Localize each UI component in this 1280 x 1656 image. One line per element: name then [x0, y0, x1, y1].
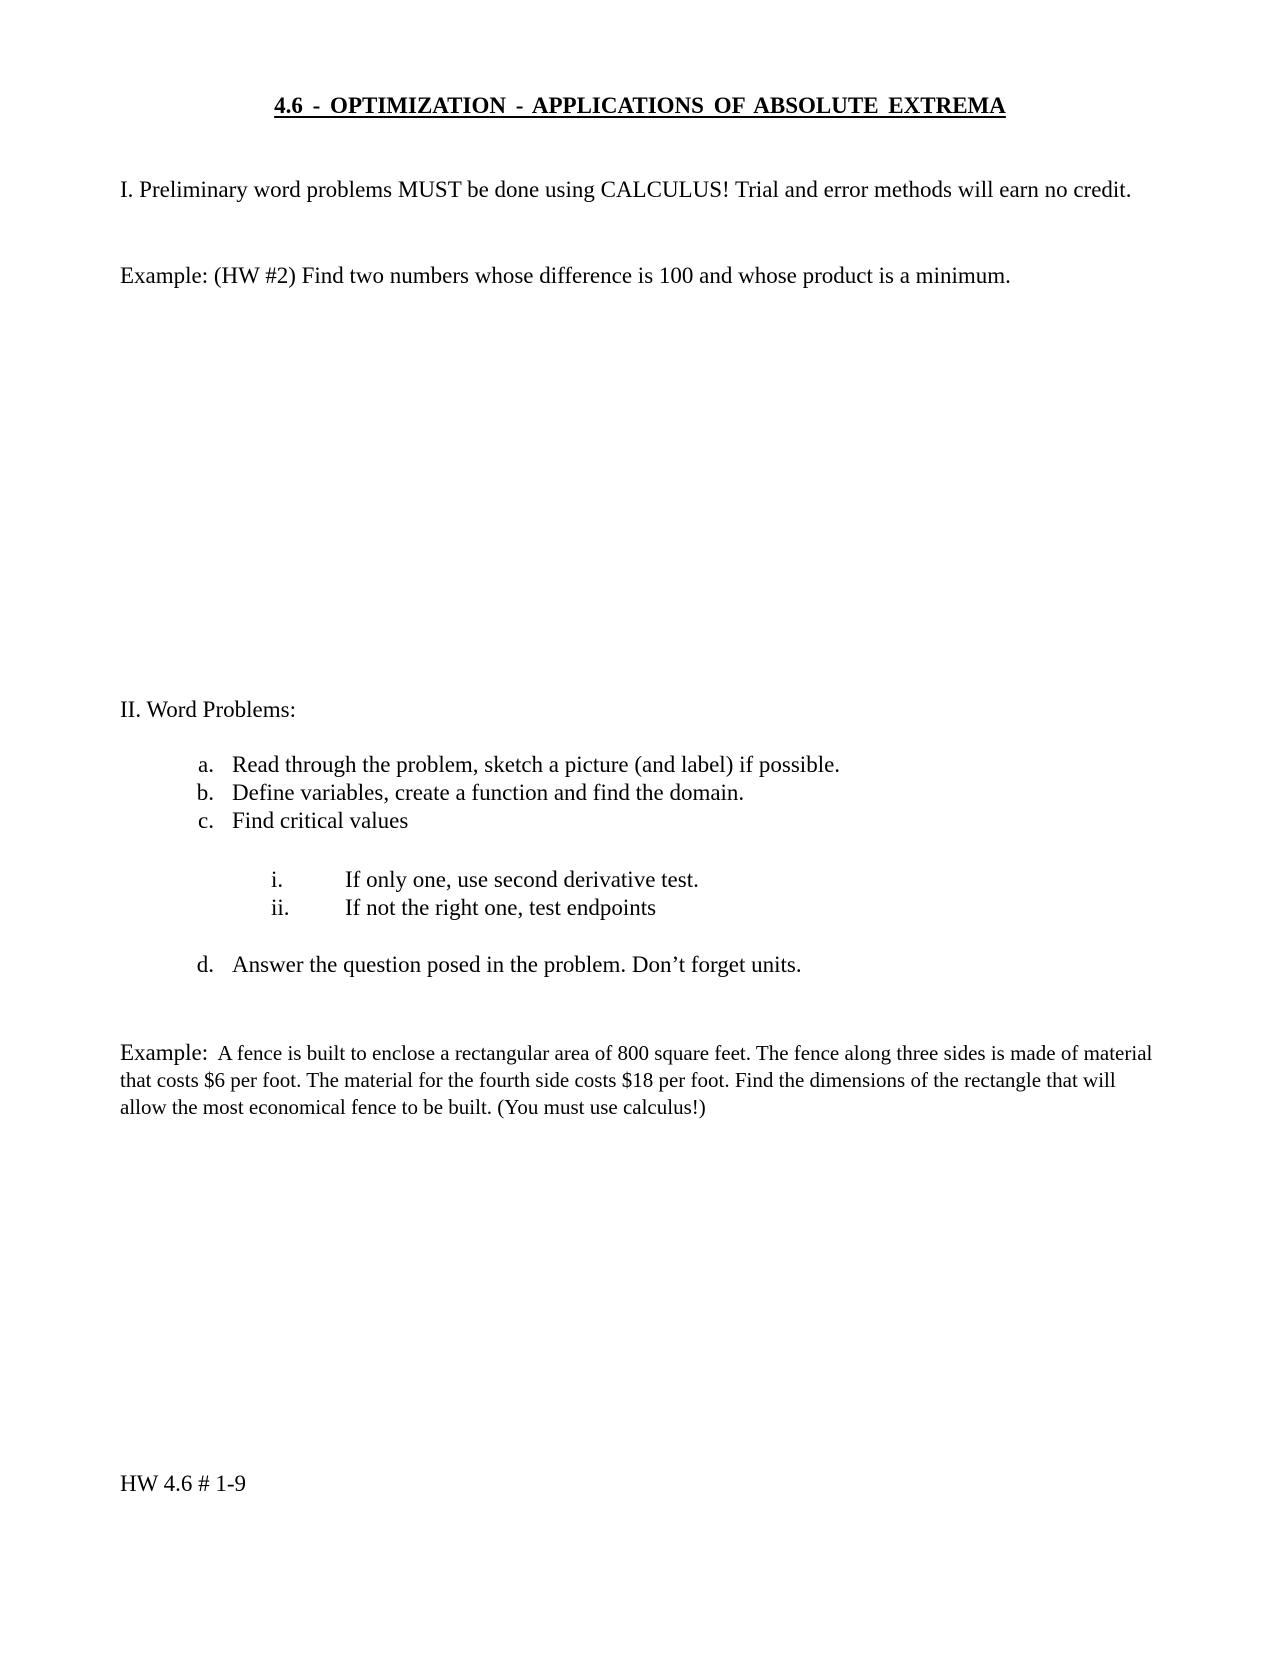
step-a-text: Read through the problem, sketch a picture (and label) if possible.: [232, 752, 841, 777]
step-d-marker: d.: [196, 952, 214, 977]
example-2-label: Example:: [120, 1040, 209, 1065]
example-2-text: A fence is built to enclose a rectangular area of 800 square feet. The fence along three sides is made of material that costs $6 per foot. The material for the fourth side costs $18 per foot. Find the dimensions of the rectangle that will allow the most economical fence to be built. (You must use calculus!): [120, 1041, 1153, 1119]
page-title: 4.6 - OPTIMIZATION - APPLICATIONS OF ABSOLUTE EXTREMA: [274, 93, 1006, 118]
example-1: Example: (HW #2) Find two numbers whose difference is 100 and whose product is a minimum.: [120, 263, 1011, 288]
homework-assignment: HW 4.6 # 1-9: [120, 1471, 247, 1496]
substep-i-text: If only one, use second derivative test.: [345, 867, 699, 892]
step-d-text: Answer the question posed in the problem. Don’t forget units.: [232, 952, 802, 977]
substep-ii-text: If not the right one, test endpoints: [345, 895, 657, 920]
step-c-text: Find critical values: [232, 808, 409, 833]
section-1-heading: I. Preliminary word problems MUST be done using CALCULUS! Trial and error methods will earn no credit.: [120, 177, 1132, 202]
example-2: [120, 1039, 1160, 1121]
step-b-marker: b.: [196, 780, 214, 805]
step-a-marker: a.: [198, 752, 214, 777]
substep-ii-marker: ii.: [271, 895, 290, 920]
step-b-text: Define variables, create a function and find the domain.: [232, 780, 745, 805]
section-2-heading: II. Word Problems:: [120, 697, 296, 722]
substep-i-marker: i.: [271, 867, 284, 892]
step-c-marker: c.: [198, 808, 214, 833]
